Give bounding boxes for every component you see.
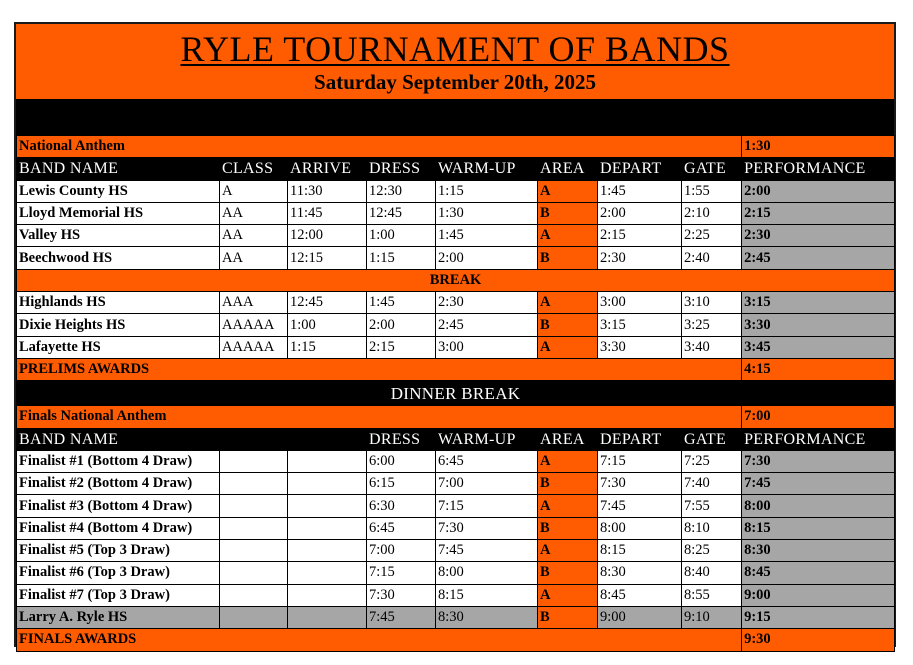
warmup-time: 2:30	[436, 292, 538, 314]
column-header-gate: GATE	[682, 158, 742, 180]
warmup-area: B	[538, 517, 598, 539]
gate-time: 9:10	[682, 606, 742, 628]
column-header-gate: GATE	[682, 428, 742, 450]
arrive-time	[288, 473, 367, 495]
warmup-time: 7:45	[436, 540, 538, 562]
column-header-arrive	[288, 428, 367, 450]
warmup-area: B	[538, 314, 598, 336]
gate-time: 7:40	[682, 473, 742, 495]
gate-time: 2:25	[682, 225, 742, 247]
band-class	[220, 495, 288, 517]
depart-time: 2:00	[598, 202, 682, 224]
performance-time: 2:45	[742, 247, 895, 269]
warmup-time: 1:15	[436, 180, 538, 202]
column-header-area: AREA	[538, 428, 598, 450]
warmup-time: 8:00	[436, 562, 538, 584]
dress-time: 7:15	[367, 562, 436, 584]
finals-awards-row-time: 9:30	[742, 629, 895, 651]
warmup-area: B	[538, 202, 598, 224]
depart-time: 1:45	[598, 180, 682, 202]
band-name: Highlands HS	[17, 292, 220, 314]
finals-awards-row-label: FINALS AWARDS	[17, 629, 742, 651]
warmup-area: B	[538, 247, 598, 269]
dress-time: 6:15	[367, 473, 436, 495]
band-class	[220, 450, 288, 472]
national-anthem-row-label: National Anthem	[17, 136, 742, 158]
band-name: Lloyd Memorial HS	[17, 202, 220, 224]
band-class: A	[220, 180, 288, 202]
warmup-area: A	[538, 495, 598, 517]
arrive-time	[288, 606, 367, 628]
performance-time: 9:00	[742, 584, 895, 606]
gate-time: 8:25	[682, 540, 742, 562]
warmup-time: 6:45	[436, 450, 538, 472]
break-row	[17, 269, 895, 291]
arrive-time: 11:45	[288, 202, 367, 224]
schedule-sheet	[14, 22, 896, 647]
depart-time: 8:30	[598, 562, 682, 584]
dinner-break-label: DINNER BREAK	[17, 381, 895, 406]
depart-time: 3:15	[598, 314, 682, 336]
gate-time: 8:40	[682, 562, 742, 584]
performance-time: 2:30	[742, 225, 895, 247]
dress-time: 6:45	[367, 517, 436, 539]
arrive-time: 12:15	[288, 247, 367, 269]
band-class	[220, 517, 288, 539]
table-row	[17, 540, 895, 562]
depart-time: 2:15	[598, 225, 682, 247]
band-name: Finalist #6 (Top 3 Draw)	[17, 562, 220, 584]
gate-time: 3:10	[682, 292, 742, 314]
title-block	[16, 24, 894, 99]
performance-time: 3:45	[742, 336, 895, 358]
band-name: Finalist #7 (Top 3 Draw)	[17, 584, 220, 606]
warmup-area: B	[538, 562, 598, 584]
depart-time: 7:30	[598, 473, 682, 495]
dress-time: 12:30	[367, 180, 436, 202]
performance-time: 2:00	[742, 180, 895, 202]
performance-time: 8:45	[742, 562, 895, 584]
column-header-warm-up: WARM-UP	[436, 428, 538, 450]
table-row	[17, 180, 895, 202]
band-class	[220, 562, 288, 584]
finals-header-row	[17, 428, 895, 450]
arrive-time	[288, 450, 367, 472]
performance-time: 3:15	[742, 292, 895, 314]
event-date: Saturday September 20th, 2025	[314, 70, 596, 94]
arrive-time: 11:30	[288, 180, 367, 202]
depart-time: 2:30	[598, 247, 682, 269]
column-header-performance: PERFORMANCE	[742, 428, 895, 450]
gate-time: 2:40	[682, 247, 742, 269]
arrive-time	[288, 540, 367, 562]
column-header-band-name: BAND NAME	[17, 428, 220, 450]
column-header-class	[220, 428, 288, 450]
column-header-depart: DEPART	[598, 428, 682, 450]
arrive-time: 1:00	[288, 314, 367, 336]
table-row	[17, 292, 895, 314]
table-row	[17, 225, 895, 247]
dress-time: 12:45	[367, 202, 436, 224]
finals-national-anthem-row-label: Finals National Anthem	[17, 406, 742, 428]
gate-time: 8:10	[682, 517, 742, 539]
table-row	[17, 314, 895, 336]
column-header-performance: PERFORMANCE	[742, 158, 895, 180]
performance-time: 9:15	[742, 606, 895, 628]
national-anthem-row-time: 1:30	[742, 136, 895, 158]
band-name: Finalist #5 (Top 3 Draw)	[17, 540, 220, 562]
column-header-area: AREA	[538, 158, 598, 180]
dress-time: 2:15	[367, 336, 436, 358]
break-label: BREAK	[17, 269, 895, 291]
schedule-table	[16, 135, 895, 652]
column-header-depart: DEPART	[598, 158, 682, 180]
table-row	[17, 336, 895, 358]
prelims-awards-row-label: PRELIMS AWARDS	[17, 358, 742, 380]
performance-time: 8:00	[742, 495, 895, 517]
depart-time: 8:45	[598, 584, 682, 606]
band-class: AA	[220, 247, 288, 269]
warmup-area: B	[538, 606, 598, 628]
table-row	[17, 450, 895, 472]
band-class: AAA	[220, 292, 288, 314]
warmup-area: A	[538, 292, 598, 314]
finals-national-anthem-row-time: 7:00	[742, 406, 895, 428]
warmup-time: 1:45	[436, 225, 538, 247]
dress-time: 6:30	[367, 495, 436, 517]
dress-time: 1:15	[367, 247, 436, 269]
band-class: AAAAA	[220, 314, 288, 336]
performance-time: 2:15	[742, 202, 895, 224]
dress-time: 1:00	[367, 225, 436, 247]
arrive-time	[288, 495, 367, 517]
dress-time: 7:00	[367, 540, 436, 562]
dress-time: 7:30	[367, 584, 436, 606]
table-row	[17, 562, 895, 584]
depart-time: 3:00	[598, 292, 682, 314]
prelims-header-row	[17, 158, 895, 180]
column-header-band-name: BAND NAME	[17, 158, 220, 180]
arrive-time	[288, 517, 367, 539]
band-class: AA	[220, 225, 288, 247]
column-header-class: CLASS	[220, 158, 288, 180]
performance-time: 7:45	[742, 473, 895, 495]
column-header-dress: DRESS	[367, 158, 436, 180]
finals-national-anthem-row	[17, 406, 895, 428]
depart-time: 9:00	[598, 606, 682, 628]
performance-time: 8:30	[742, 540, 895, 562]
band-name: Valley HS	[17, 225, 220, 247]
column-header-warm-up: WARM-UP	[436, 158, 538, 180]
dress-time: 7:45	[367, 606, 436, 628]
gate-time: 7:25	[682, 450, 742, 472]
performance-time: 7:30	[742, 450, 895, 472]
band-class	[220, 473, 288, 495]
depart-time: 7:45	[598, 495, 682, 517]
performance-time: 8:15	[742, 517, 895, 539]
national-anthem-row	[17, 136, 895, 158]
band-class: AA	[220, 202, 288, 224]
table-row	[17, 584, 895, 606]
warmup-area: A	[538, 540, 598, 562]
warmup-time: 8:30	[436, 606, 538, 628]
arrive-time: 12:45	[288, 292, 367, 314]
gate-time: 7:55	[682, 495, 742, 517]
gate-time: 2:10	[682, 202, 742, 224]
arrive-time: 1:15	[288, 336, 367, 358]
black-divider-band	[16, 99, 894, 135]
warmup-area: A	[538, 180, 598, 202]
gate-time: 8:55	[682, 584, 742, 606]
depart-time: 8:15	[598, 540, 682, 562]
column-header-dress: DRESS	[367, 428, 436, 450]
gate-time: 1:55	[682, 180, 742, 202]
band-name: Beechwood HS	[17, 247, 220, 269]
gate-time: 3:25	[682, 314, 742, 336]
table-row	[17, 473, 895, 495]
warmup-time: 2:45	[436, 314, 538, 336]
table-row	[17, 495, 895, 517]
warmup-time: 7:30	[436, 517, 538, 539]
arrive-time: 12:00	[288, 225, 367, 247]
warmup-area: B	[538, 473, 598, 495]
arrive-time	[288, 584, 367, 606]
band-name: Finalist #3 (Bottom 4 Draw)	[17, 495, 220, 517]
table-row	[17, 517, 895, 539]
band-name: Lewis County HS	[17, 180, 220, 202]
gate-time: 3:40	[682, 336, 742, 358]
prelims-awards-row-time: 4:15	[742, 358, 895, 380]
prelims-awards-row	[17, 358, 895, 380]
page-title: RYLE TOURNAMENT OF BANDS	[180, 29, 730, 69]
band-name: Lafayette HS	[17, 336, 220, 358]
band-name: Finalist #4 (Bottom 4 Draw)	[17, 517, 220, 539]
warmup-area: A	[538, 450, 598, 472]
band-class	[220, 540, 288, 562]
warmup-area: A	[538, 336, 598, 358]
band-name: Finalist #1 (Bottom 4 Draw)	[17, 450, 220, 472]
dress-time: 2:00	[367, 314, 436, 336]
table-row	[17, 606, 895, 628]
column-header-arrive: ARRIVE	[288, 158, 367, 180]
dress-time: 1:45	[367, 292, 436, 314]
warmup-time: 2:00	[436, 247, 538, 269]
table-row	[17, 247, 895, 269]
finals-awards-row	[17, 629, 895, 651]
dinner-break-row	[17, 381, 895, 406]
band-class	[220, 584, 288, 606]
warmup-time: 3:00	[436, 336, 538, 358]
band-name: Finalist #2 (Bottom 4 Draw)	[17, 473, 220, 495]
dress-time: 6:00	[367, 450, 436, 472]
band-class	[220, 606, 288, 628]
warmup-time: 1:30	[436, 202, 538, 224]
warmup-time: 8:15	[436, 584, 538, 606]
band-name: Dixie Heights HS	[17, 314, 220, 336]
band-class: AAAAA	[220, 336, 288, 358]
performance-time: 3:30	[742, 314, 895, 336]
table-row	[17, 202, 895, 224]
arrive-time	[288, 562, 367, 584]
depart-time: 3:30	[598, 336, 682, 358]
warmup-time: 7:00	[436, 473, 538, 495]
warmup-area: A	[538, 584, 598, 606]
warmup-area: A	[538, 225, 598, 247]
depart-time: 8:00	[598, 517, 682, 539]
depart-time: 7:15	[598, 450, 682, 472]
band-name: Larry A. Ryle HS	[17, 606, 220, 628]
warmup-time: 7:15	[436, 495, 538, 517]
